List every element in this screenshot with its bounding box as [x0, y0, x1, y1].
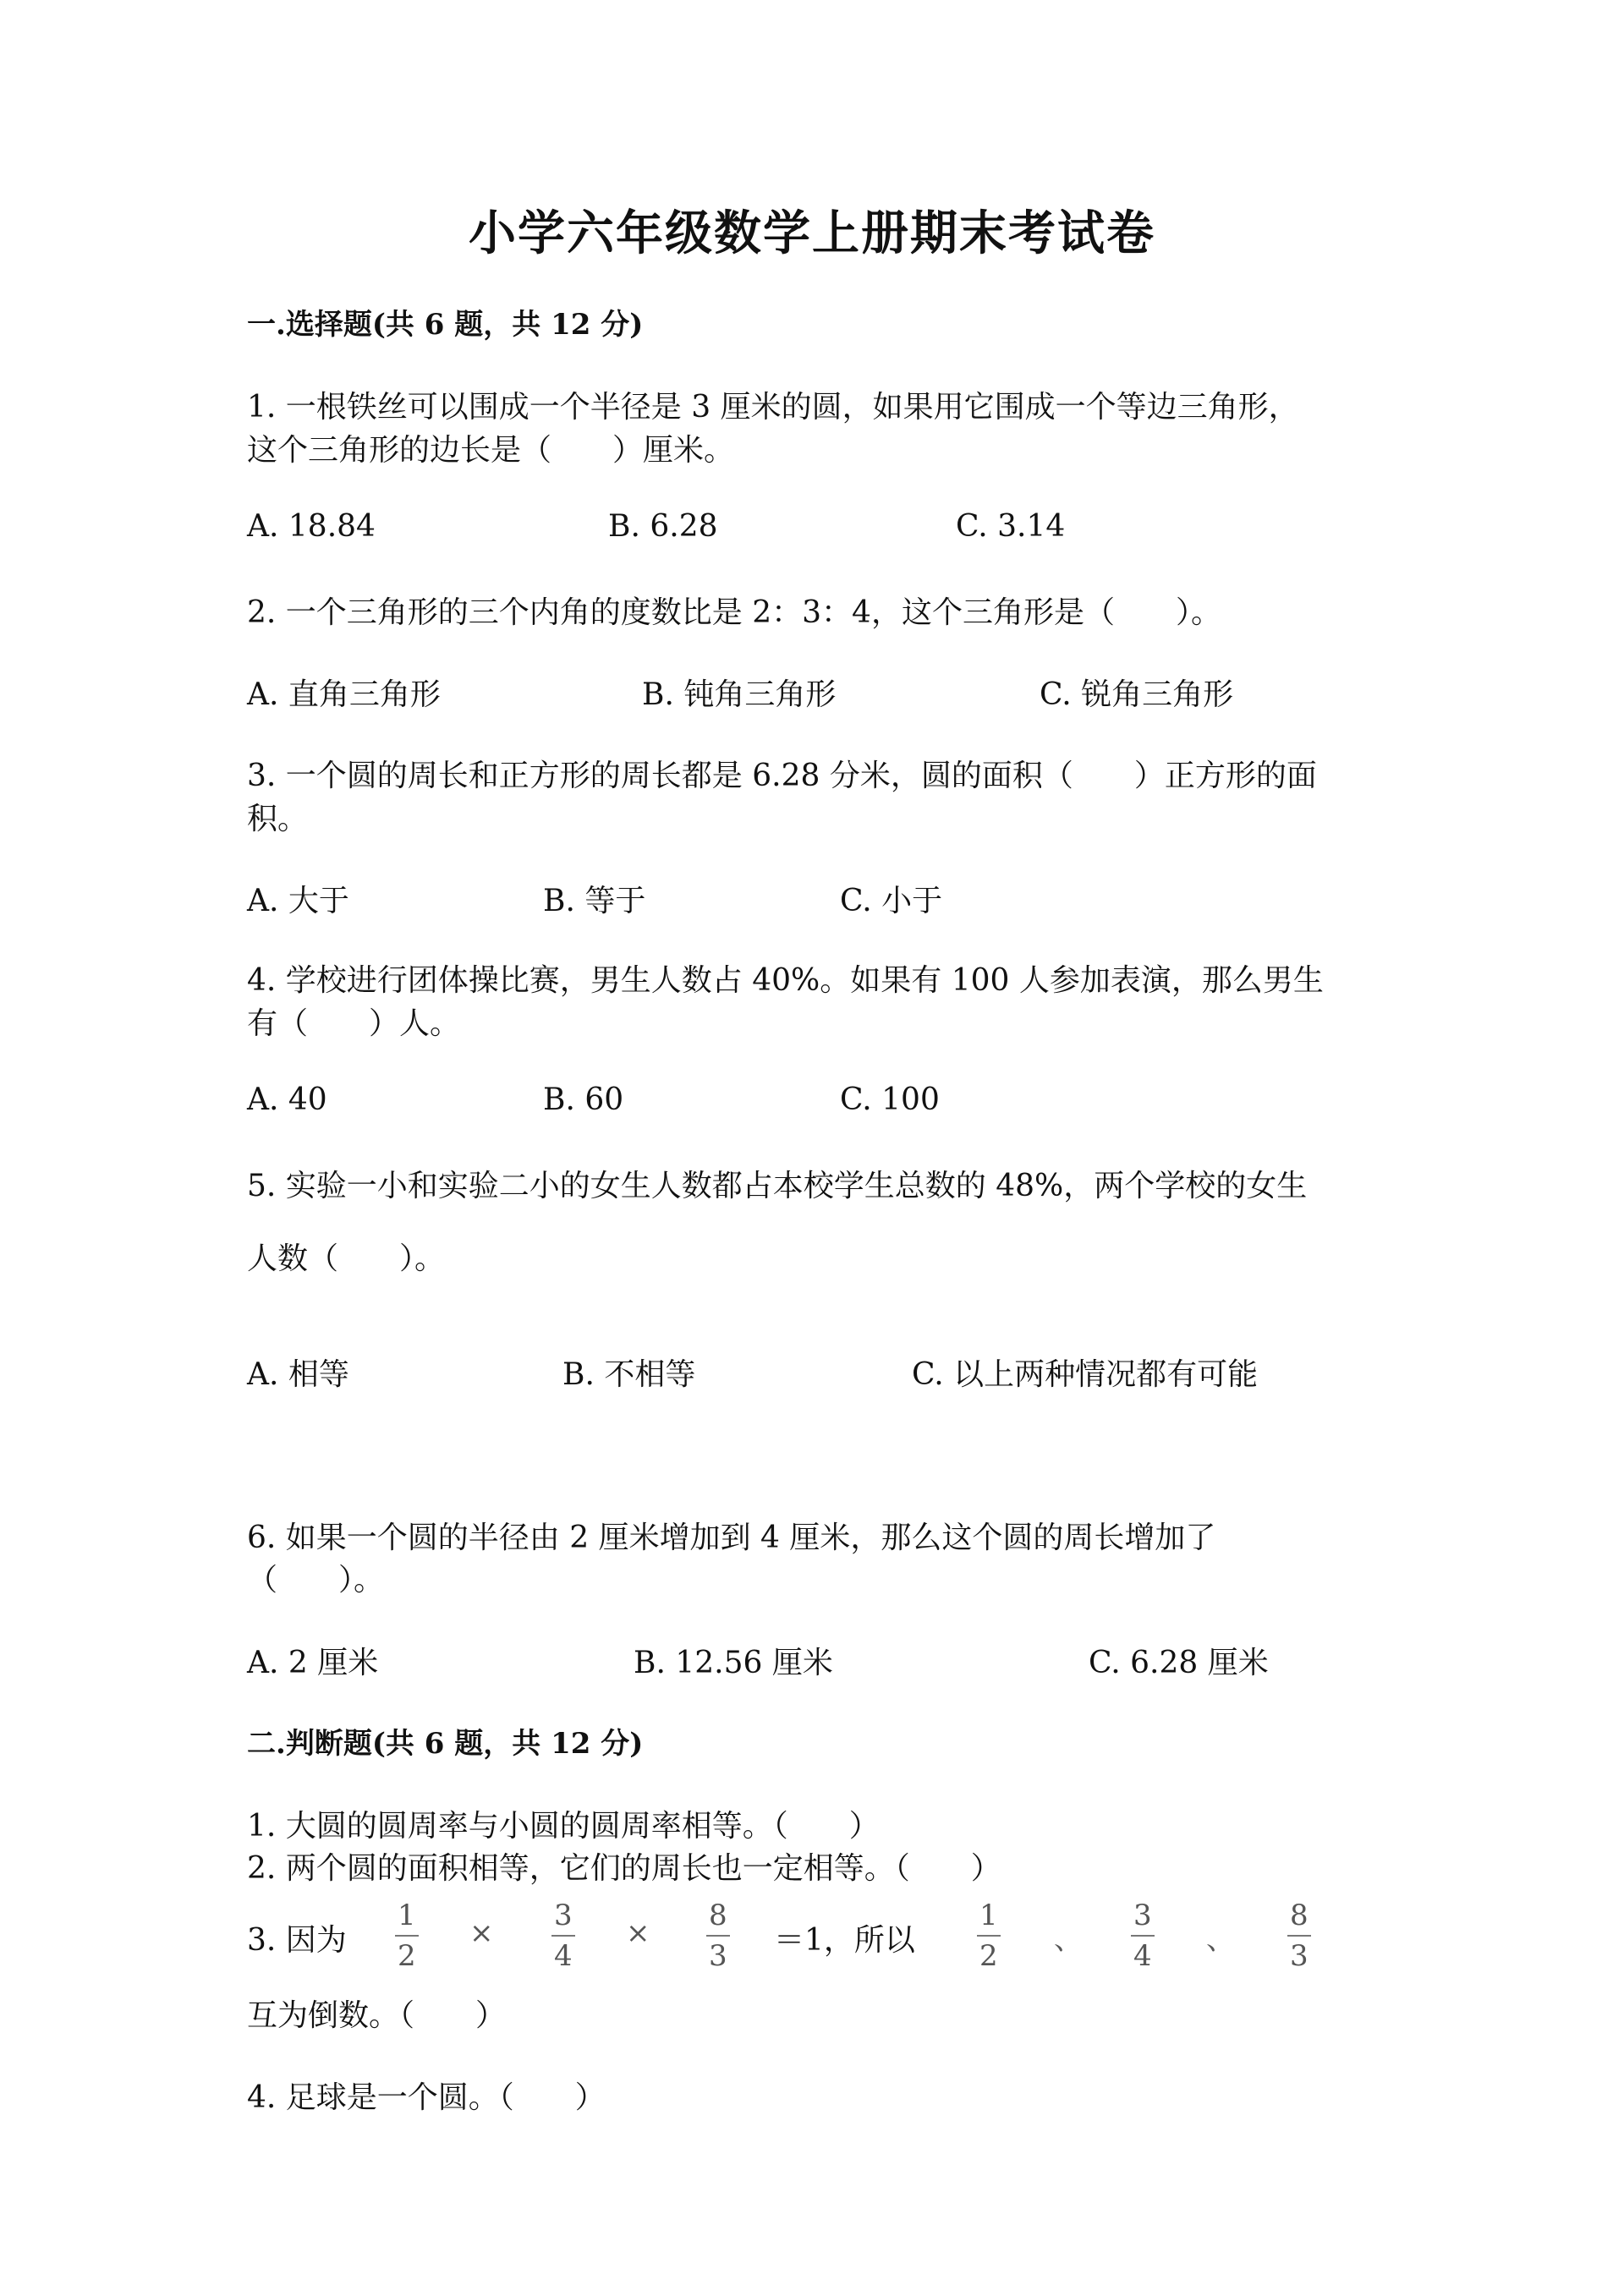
question-4-option-b: B. 60 — [543, 1082, 624, 1117]
question-3-line-1: 3. 一个圆的周长和正方形的周长都是 6.28 分米，圆的面积（ ）正方形的面 — [247, 759, 1317, 793]
fraction-bar — [395, 1935, 419, 1937]
question-4-option-a: A. 40 — [247, 1082, 327, 1117]
question-4-option-c: C. 100 — [840, 1082, 940, 1117]
fraction-denominator: 3 — [1290, 1939, 1309, 1973]
question-1-option-c: C. 3.14 — [956, 509, 1066, 544]
question-4-line-2: 有（ ）人。 — [247, 1006, 461, 1041]
question-3-option-a: A. 大于 — [247, 884, 349, 918]
fraction-numerator: 8 — [709, 1899, 727, 1932]
fraction-numerator: 3 — [1133, 1899, 1152, 1932]
question-6-line-1: 6. 如果一个圆的半径由 2 厘米增加到 4 厘米，那么这个圆的周长增加了 — [247, 1521, 1216, 1555]
judgment-item-3-prefix: 3. 因为 — [247, 1923, 347, 1958]
question-6-option-a: A. 2 厘米 — [247, 1646, 379, 1680]
fraction-three-quarters-2 — [1130, 1899, 1155, 1973]
judgment-item-4: 4. 足球是一个圆。（ ） — [247, 2080, 606, 2115]
fraction-bar — [706, 1935, 730, 1937]
question-3-line-2: 积。 — [247, 802, 309, 836]
fraction-numerator: 8 — [1290, 1899, 1309, 1932]
question-5-option-a: A. 相等 — [247, 1357, 349, 1392]
page-title: 小学六年级数学上册期末考试卷 — [469, 205, 1155, 261]
question-2-option-c: C. 锐角三角形 — [1040, 677, 1234, 712]
question-1-option-b: B. 6.28 — [608, 509, 718, 544]
enumeration-comma: 、 — [1054, 1923, 1083, 1957]
question-6-line-2: （ ）。 — [247, 1563, 385, 1597]
fraction-denominator: 4 — [1133, 1939, 1152, 1973]
judgment-item-1: 1. 大圆的圆周率与小圆的圆周率相等。（ ） — [247, 1809, 880, 1844]
question-5-option-b: B. 不相等 — [562, 1357, 696, 1392]
fraction-three-quarters — [551, 1899, 576, 1973]
question-4-line-1: 4. 学校进行团体操比赛，男生人数占 40%。如果有 100 人参加表演，那么男生 — [247, 963, 1324, 998]
question-5-line-1: 5. 实验一小和实验二小的女生人数都占本校学生总数的 48%，两个学校的女生 — [247, 1169, 1308, 1203]
question-6-option-b: B. 12.56 厘米 — [634, 1646, 833, 1680]
fraction-one-half-2 — [976, 1899, 1001, 1973]
fraction-bar — [977, 1935, 1001, 1937]
question-2-option-a: A. 直角三角形 — [247, 677, 441, 712]
fraction-bar — [1287, 1935, 1311, 1937]
question-3-option-b: B. 等于 — [543, 884, 646, 918]
question-5-line-2: 人数（ ）。 — [247, 1241, 446, 1276]
fraction-bar — [551, 1935, 575, 1937]
times-sign: × — [469, 1916, 494, 1950]
fraction-denominator: 2 — [979, 1939, 998, 1973]
fraction-denominator: 4 — [554, 1939, 573, 1973]
question-1-line-1: 1. 一根铁丝可以围成一个半径是 3 厘米的圆，如果用它围成一个等边三角形， — [247, 390, 1299, 425]
section-heading-judgment: 二.判断题(共 6 题，共 12 分) — [247, 1727, 644, 1761]
fraction-denominator: 2 — [398, 1939, 416, 1973]
equals-one-therefore: ＝1，所以 — [774, 1923, 915, 1958]
fraction-denominator: 3 — [709, 1939, 727, 1973]
judgment-item-3-tail: 互为倒数。（ ） — [247, 1998, 507, 2033]
fraction-eight-thirds — [705, 1899, 731, 1973]
question-1-option-a: A. 18.84 — [247, 509, 376, 544]
fraction-numerator: 3 — [554, 1899, 573, 1932]
times-sign: × — [626, 1916, 650, 1950]
fraction-bar — [1131, 1935, 1155, 1937]
fraction-numerator: 1 — [398, 1899, 416, 1932]
fraction-one-half — [394, 1899, 420, 1973]
question-3-option-c: C. 小于 — [840, 884, 943, 918]
question-2-option-b: B. 钝角三角形 — [642, 677, 837, 712]
question-2-line-1: 2. 一个三角形的三个内角的度数比是 2：3：4，这个三角形是（ ）。 — [247, 595, 1221, 630]
question-6-option-c: C. 6.28 厘米 — [1089, 1646, 1269, 1680]
question-1-line-2: 这个三角形的边长是（ ）厘米。 — [247, 433, 735, 468]
enumeration-comma: 、 — [1206, 1923, 1235, 1957]
fraction-eight-thirds-2 — [1287, 1899, 1312, 1973]
judgment-item-2: 2. 两个圆的面积相等，它们的周长也一定相等。（ ） — [247, 1851, 1001, 1886]
section-heading-choice: 一.选择题(共 6 题，共 12 分) — [247, 308, 644, 342]
question-5-option-c: C. 以上两种情况都有可能 — [912, 1357, 1259, 1392]
fraction-numerator: 1 — [979, 1899, 998, 1932]
